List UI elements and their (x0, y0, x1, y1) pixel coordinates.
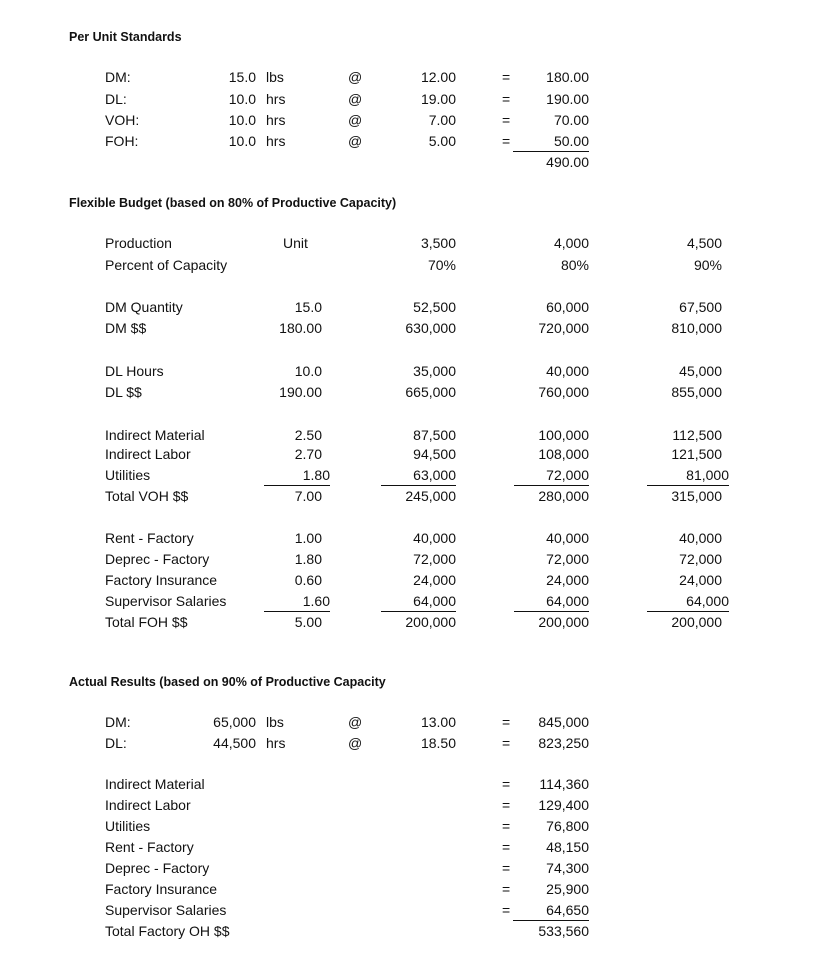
actual-oh-value: 129,400 (538, 797, 589, 813)
foh-value: 24,000 (679, 572, 722, 588)
foh-label: Factory Insurance (105, 572, 218, 588)
voh-value: 100,000 (538, 427, 589, 443)
foh-value: 64,000 (514, 593, 589, 612)
foh-unit: 1.80 (294, 551, 322, 567)
voh-total-value: 245,000 (405, 488, 456, 504)
dl-value: 40,000 (546, 363, 589, 379)
foh-value: 40,000 (413, 530, 456, 546)
actual-label: DM: (105, 714, 131, 730)
dm-unit: 180.00 (279, 320, 322, 336)
std-qty: 10.0 (228, 133, 256, 149)
actual-qty: 65,000 (213, 714, 256, 730)
voh-value: 112,500 (672, 427, 722, 443)
production-label: Production (105, 235, 172, 251)
actual-oh-label: Utilities (105, 818, 151, 834)
actual-unit: lbs (266, 714, 284, 730)
actual-oh-label: Indirect Material (105, 776, 205, 792)
equals-symbol: = (502, 112, 511, 128)
dl-value: 855,000 (671, 384, 722, 400)
percent-value: 70% (427, 257, 456, 273)
actual-oh-label: Rent - Factory (105, 839, 194, 855)
standards-title: Per Unit Standards (69, 30, 182, 44)
voh-label: Indirect Material (105, 427, 205, 443)
foh-unit: 1.00 (294, 530, 322, 546)
voh-label: Utilities (105, 467, 151, 483)
std-label: FOH: (105, 133, 139, 149)
voh-value: 108,000 (538, 446, 589, 462)
actual-title: Actual Results (based on 90% of Productive Capacity (69, 675, 386, 689)
equals-symbol: = (502, 714, 511, 730)
percent-label: Percent of Capacity (105, 257, 228, 273)
actual-oh-value: 64,650 (513, 902, 589, 921)
foh-value: 64,000 (381, 593, 456, 612)
equals-symbol: = (502, 797, 511, 813)
at-symbol: @ (348, 91, 363, 107)
actual-oh-value: 25,900 (546, 881, 589, 897)
dl-value: 760,000 (538, 384, 589, 400)
dm-value: 67,500 (679, 299, 722, 315)
std-label: DM: (105, 69, 131, 85)
std-unit: hrs (266, 133, 286, 149)
equals-symbol: = (502, 818, 511, 834)
std-unit: hrs (266, 91, 286, 107)
actual-rate: 13.00 (420, 714, 456, 730)
foh-total-value: 200,000 (405, 614, 456, 630)
voh-total-value: 280,000 (538, 488, 589, 504)
voh-value: 72,000 (514, 467, 589, 486)
foh-label: Deprec - Factory (105, 551, 210, 567)
dm-value: 720,000 (538, 320, 589, 336)
foh-value: 24,000 (413, 572, 456, 588)
at-symbol: @ (348, 133, 363, 149)
foh-label: Supervisor Salaries (105, 593, 227, 609)
std-unit: lbs (266, 69, 284, 85)
foh-total-value: 200,000 (671, 614, 722, 630)
dl-unit: 190.00 (279, 384, 322, 400)
foh-label: Rent - Factory (105, 530, 194, 546)
actual-oh-value: 114,360 (539, 776, 589, 792)
actual-oh-label: Supervisor Salaries (105, 902, 227, 918)
actual-oh-label: Indirect Labor (105, 797, 191, 813)
std-rate: 19.00 (420, 91, 456, 107)
std-unit: hrs (266, 112, 286, 128)
std-qty: 15.0 (228, 69, 256, 85)
actual-unit: hrs (266, 735, 286, 751)
dm-label: DM $$ (105, 320, 147, 336)
std-total: 70.00 (553, 112, 589, 128)
at-symbol: @ (348, 112, 363, 128)
std-total: 180.00 (546, 69, 589, 85)
voh-total-label: Total VOH $$ (105, 488, 189, 504)
foh-value: 40,000 (546, 530, 589, 546)
actual-oh-label: Factory Insurance (105, 881, 218, 897)
actual-total: 845,000 (538, 714, 589, 730)
voh-total-value: 315,000 (671, 488, 722, 504)
dl-label: DL Hours (105, 363, 164, 379)
actual-total-value: 533,560 (538, 923, 589, 939)
actual-qty: 44,500 (213, 735, 256, 751)
dm-value: 630,000 (405, 320, 456, 336)
actual-oh-value: 74,300 (546, 860, 589, 876)
std-qty: 10.0 (228, 112, 256, 128)
percent-value: 90% (693, 257, 722, 273)
actual-total: 823,250 (538, 735, 589, 751)
production-value: 4,500 (686, 235, 722, 251)
std-label: DL: (105, 91, 127, 107)
dm-unit: 15.0 (294, 299, 322, 315)
voh-value: 87,500 (413, 427, 456, 443)
production-value: 3,500 (420, 235, 456, 251)
equals-symbol: = (502, 91, 511, 107)
foh-total-label: Total FOH $$ (105, 614, 188, 630)
foh-value: 40,000 (679, 530, 722, 546)
at-symbol: @ (348, 735, 363, 751)
equals-symbol: = (502, 881, 511, 897)
voh-value: 121,500 (671, 446, 722, 462)
foh-value: 72,000 (679, 551, 722, 567)
actual-oh-value: 76,800 (546, 818, 589, 834)
std-label: VOH: (105, 112, 140, 128)
equals-symbol: = (502, 902, 511, 918)
std-rate: 12.00 (420, 69, 456, 85)
dl-value: 45,000 (679, 363, 722, 379)
actual-rate: 18.50 (420, 735, 456, 751)
std-qty: 10.0 (228, 91, 256, 107)
voh-total-unit: 7.00 (294, 488, 322, 504)
voh-unit: 2.50 (294, 427, 322, 443)
dm-value: 60,000 (546, 299, 589, 315)
std-grand-total: 490.00 (546, 154, 589, 170)
voh-unit: 2.70 (294, 446, 322, 462)
foh-value: 24,000 (546, 572, 589, 588)
voh-unit: 1.80 (264, 467, 330, 486)
at-symbol: @ (348, 69, 363, 85)
foh-value: 64,000 (647, 593, 729, 612)
flexible-title: Flexible Budget (based on 80% of Productive Capacity) (69, 196, 397, 210)
std-rate: 7.00 (428, 112, 456, 128)
actual-oh-value: 48,150 (546, 839, 589, 855)
equals-symbol: = (502, 839, 511, 855)
unit-header: Unit (283, 235, 308, 251)
foh-value: 72,000 (546, 551, 589, 567)
equals-symbol: = (502, 860, 511, 876)
foh-total-value: 200,000 (538, 614, 589, 630)
dl-unit: 10.0 (294, 363, 322, 379)
dm-label: DM Quantity (105, 299, 183, 315)
voh-value: 94,500 (413, 446, 456, 462)
equals-symbol: = (502, 69, 511, 85)
equals-symbol: = (502, 776, 511, 792)
dl-label: DL $$ (105, 384, 142, 400)
foh-unit: 0.60 (294, 572, 322, 588)
actual-oh-label: Deprec - Factory (105, 860, 210, 876)
equals-symbol: = (502, 133, 511, 149)
dm-value: 52,500 (413, 299, 456, 315)
voh-label: Indirect Labor (105, 446, 191, 462)
production-value: 4,000 (553, 235, 589, 251)
std-total: 190.00 (546, 91, 589, 107)
std-rate: 5.00 (428, 133, 456, 149)
actual-total-label: Total Factory OH $$ (105, 923, 230, 939)
std-total: 50.00 (513, 133, 589, 152)
equals-symbol: = (502, 735, 511, 751)
percent-value: 80% (560, 257, 589, 273)
at-symbol: @ (348, 714, 363, 730)
foh-value: 72,000 (413, 551, 456, 567)
foh-total-unit: 5.00 (294, 614, 322, 630)
dl-value: 665,000 (405, 384, 456, 400)
actual-label: DL: (105, 735, 127, 751)
dl-value: 35,000 (413, 363, 456, 379)
voh-value: 81,000 (647, 467, 729, 486)
dm-value: 810,000 (671, 320, 722, 336)
voh-value: 63,000 (381, 467, 456, 486)
foh-unit: 1.60 (264, 593, 330, 612)
